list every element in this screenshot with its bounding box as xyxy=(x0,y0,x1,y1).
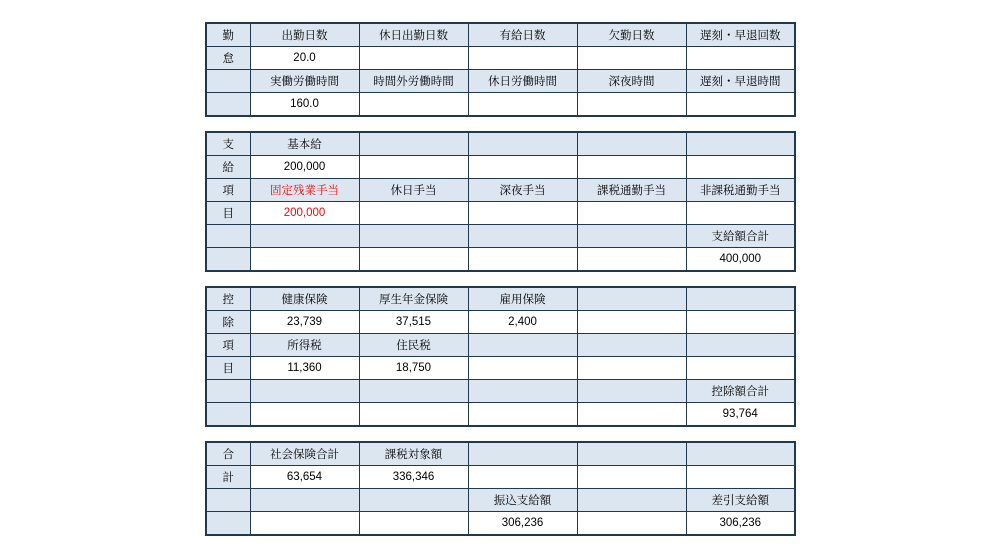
table-row xyxy=(206,47,795,70)
column-header: 雇用保険 xyxy=(468,287,577,311)
value-cell: 400,000 xyxy=(686,248,795,272)
header-spacer xyxy=(359,380,468,403)
header-spacer xyxy=(577,442,686,466)
header-spacer xyxy=(686,334,795,357)
column-header: 時間外労働時間 xyxy=(359,70,468,93)
table-row xyxy=(206,132,795,156)
column-header: 出勤日数 xyxy=(250,23,359,47)
empty-cell xyxy=(686,311,795,334)
column-header: 健康保険 xyxy=(250,287,359,311)
row-label-attendance xyxy=(206,70,250,93)
column-header: 基本給 xyxy=(250,132,359,156)
row-label-attendance xyxy=(206,93,250,117)
row-label-totals: 合 xyxy=(206,442,250,466)
empty-cell xyxy=(686,357,795,380)
header-spacer xyxy=(250,489,359,512)
table-row xyxy=(206,93,795,117)
value-cell: 20.0 xyxy=(250,47,359,70)
empty-cell xyxy=(577,512,686,536)
empty-cell xyxy=(577,466,686,489)
empty-cell xyxy=(577,47,686,70)
table-row xyxy=(206,156,795,179)
empty-cell xyxy=(686,93,795,117)
header-spacer xyxy=(359,132,468,156)
value-cell: 2,400 xyxy=(468,311,577,334)
row-label-payments: 目 xyxy=(206,202,250,225)
empty-cell xyxy=(577,202,686,225)
row-label-totals xyxy=(206,489,250,512)
header-spacer xyxy=(577,225,686,248)
header-spacer xyxy=(468,380,577,403)
table-row xyxy=(206,248,795,272)
column-header: 振込支給額 xyxy=(468,489,577,512)
empty-cell xyxy=(359,47,468,70)
table-row xyxy=(206,311,795,334)
column-header: 深夜時間 xyxy=(577,70,686,93)
empty-cell xyxy=(468,466,577,489)
empty-cell xyxy=(468,248,577,272)
header-spacer xyxy=(468,132,577,156)
value-cell: 23,739 xyxy=(250,311,359,334)
empty-cell xyxy=(468,93,577,117)
header-spacer xyxy=(250,380,359,403)
table-row xyxy=(206,512,795,536)
block-payments xyxy=(205,131,796,272)
value-cell: 200,000 xyxy=(250,156,359,179)
empty-cell xyxy=(686,466,795,489)
table-row xyxy=(206,202,795,225)
column-header: 欠勤日数 xyxy=(577,23,686,47)
table-row xyxy=(206,70,795,93)
empty-cell xyxy=(359,403,468,427)
empty-cell xyxy=(468,202,577,225)
row-label-deductions: 除 xyxy=(206,311,250,334)
column-header: 課税対象額 xyxy=(359,442,468,466)
header-spacer xyxy=(686,442,795,466)
value-cell: 200,000 xyxy=(250,202,359,225)
table-row xyxy=(206,466,795,489)
empty-cell xyxy=(577,403,686,427)
row-label-payments: 支 xyxy=(206,132,250,156)
value-cell: 160.0 xyxy=(250,93,359,117)
empty-cell xyxy=(250,248,359,272)
column-header: 非課税通勤手当 xyxy=(686,179,795,202)
header-spacer xyxy=(468,442,577,466)
block-deductions xyxy=(205,286,796,427)
empty-cell xyxy=(359,202,468,225)
row-label-payments xyxy=(206,248,250,272)
column-header: 深夜手当 xyxy=(468,179,577,202)
empty-cell xyxy=(468,47,577,70)
empty-cell xyxy=(359,156,468,179)
row-label-payments: 給 xyxy=(206,156,250,179)
empty-cell xyxy=(577,357,686,380)
table-row xyxy=(206,442,795,466)
row-label-deductions: 目 xyxy=(206,357,250,380)
row-label-deductions: 控 xyxy=(206,287,250,311)
header-spacer xyxy=(577,132,686,156)
column-header: 遅刻・早退回数 xyxy=(686,23,795,47)
row-label-attendance: 怠 xyxy=(206,47,250,70)
table-row xyxy=(206,357,795,380)
value-cell: 306,236 xyxy=(686,512,795,536)
column-header: 休日手当 xyxy=(359,179,468,202)
empty-cell xyxy=(577,311,686,334)
empty-cell xyxy=(686,156,795,179)
column-header: 実働労働時間 xyxy=(250,70,359,93)
column-header: 控除額合計 xyxy=(686,380,795,403)
header-spacer xyxy=(359,225,468,248)
value-cell: 11,360 xyxy=(250,357,359,380)
column-header: 有給日数 xyxy=(468,23,577,47)
row-label-attendance: 勤 xyxy=(206,23,250,47)
header-spacer xyxy=(686,287,795,311)
column-header: 休日労働時間 xyxy=(468,70,577,93)
block-attendance xyxy=(205,22,796,117)
column-header: 差引支給額 xyxy=(686,489,795,512)
header-spacer xyxy=(250,225,359,248)
empty-cell xyxy=(359,512,468,536)
empty-cell xyxy=(250,512,359,536)
header-spacer xyxy=(577,380,686,403)
payslip-sheet xyxy=(205,22,795,550)
empty-cell xyxy=(686,202,795,225)
empty-cell xyxy=(577,156,686,179)
empty-cell xyxy=(577,93,686,117)
row-label-totals xyxy=(206,512,250,536)
empty-cell xyxy=(468,403,577,427)
empty-cell xyxy=(359,93,468,117)
column-header: 固定残業手当 xyxy=(250,179,359,202)
table-row xyxy=(206,23,795,47)
header-spacer xyxy=(577,489,686,512)
header-spacer xyxy=(359,489,468,512)
row-label-payments: 項 xyxy=(206,179,250,202)
row-label-deductions xyxy=(206,403,250,427)
column-header: 住民税 xyxy=(359,334,468,357)
empty-cell xyxy=(577,248,686,272)
table-row xyxy=(206,403,795,427)
table-row xyxy=(206,287,795,311)
header-spacer xyxy=(577,287,686,311)
value-cell: 93,764 xyxy=(686,403,795,427)
empty-cell xyxy=(686,47,795,70)
header-spacer xyxy=(468,225,577,248)
row-label-totals: 計 xyxy=(206,466,250,489)
table-row xyxy=(206,179,795,202)
header-spacer xyxy=(468,334,577,357)
value-cell: 37,515 xyxy=(359,311,468,334)
empty-cell xyxy=(250,403,359,427)
table-row xyxy=(206,489,795,512)
column-header: 厚生年金保険 xyxy=(359,287,468,311)
column-header: 課税通勤手当 xyxy=(577,179,686,202)
header-spacer xyxy=(686,132,795,156)
row-label-deductions: 項 xyxy=(206,334,250,357)
block-totals xyxy=(205,441,796,536)
table-row xyxy=(206,225,795,248)
row-label-payments xyxy=(206,225,250,248)
value-cell: 306,236 xyxy=(468,512,577,536)
empty-cell xyxy=(468,156,577,179)
column-header: 所得税 xyxy=(250,334,359,357)
empty-cell xyxy=(359,248,468,272)
empty-cell xyxy=(468,357,577,380)
header-spacer xyxy=(577,334,686,357)
value-cell: 18,750 xyxy=(359,357,468,380)
value-cell: 336,346 xyxy=(359,466,468,489)
row-label-deductions xyxy=(206,380,250,403)
table-row xyxy=(206,380,795,403)
column-header: 遅刻・早退時間 xyxy=(686,70,795,93)
value-cell: 63,654 xyxy=(250,466,359,489)
column-header: 支給額合計 xyxy=(686,225,795,248)
column-header: 社会保険合計 xyxy=(250,442,359,466)
table-row xyxy=(206,334,795,357)
column-header: 休日出勤日数 xyxy=(359,23,468,47)
